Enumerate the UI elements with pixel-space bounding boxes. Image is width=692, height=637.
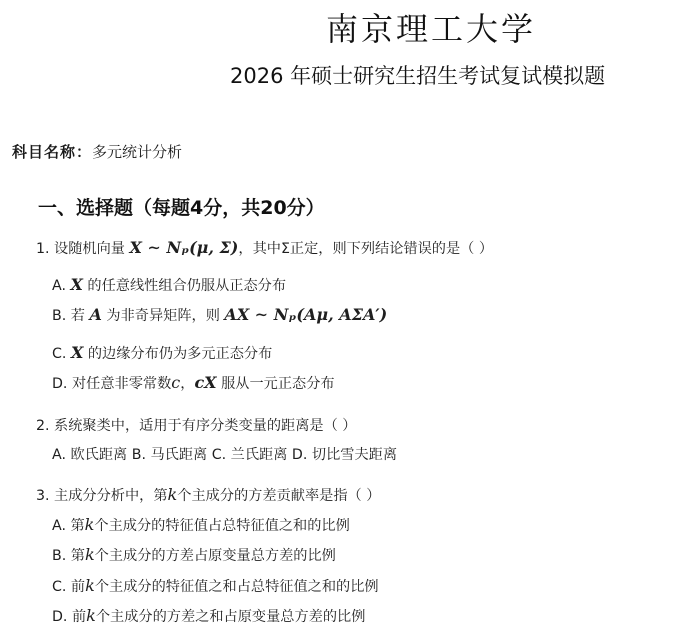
question-1-stem: [36, 238, 493, 258]
question-3-stem: [36, 485, 380, 505]
option-prefix: D. 前: [52, 609, 87, 625]
q3-stem-suffix: 个主成分的方差贡献率是指（ ）: [177, 488, 381, 504]
option-math: k: [84, 545, 95, 564]
subject-line: [12, 141, 182, 162]
q3-stem-math: k: [167, 485, 178, 504]
option-text: 的边缘分布仍为多元正态分布: [83, 346, 273, 362]
option-prefix: A.: [52, 278, 71, 294]
option-math-2: AX ∼ Nₚ(Aμ, AΣA′): [224, 305, 388, 324]
q1-stem-math: X ∼ Nₚ(μ, Σ): [129, 238, 239, 257]
university-title: 南京理工大学: [326, 10, 537, 48]
option-math: A: [89, 305, 102, 324]
section-heading: 一、选择题（每题4分，共20分）: [38, 197, 325, 219]
option-prefix: C.: [52, 346, 71, 362]
option-math: k: [85, 576, 95, 595]
option-prefix: D. 对任意非零常数: [52, 376, 172, 392]
q1-stem-prefix: 1. 设随机向量: [36, 241, 125, 257]
q2-options: A. 欧氏距离 B. 马氏距离 C. 兰氏距离 D. 切比雪夫距离: [52, 447, 398, 463]
subject-label: 科目名称：: [12, 143, 93, 161]
exam-title: 2026 年硕士研究生招生考试复试模拟题: [230, 64, 606, 88]
option-prefix: A. 第: [52, 518, 85, 534]
q3-option-b: [52, 545, 336, 565]
option-text: 个主成分的特征值之和占总特征值之和的比例: [94, 579, 379, 595]
option-math-2: cX: [194, 373, 217, 392]
option-math: X: [70, 343, 84, 362]
q1-stem-suffix: ，其中Σ正定，则下列结论错误的是（ ）: [238, 241, 494, 257]
option-prefix: C. 前: [52, 579, 86, 595]
q1-option-c: [52, 343, 272, 363]
q3-stem-prefix: 3. 主成分分析中，第: [36, 488, 168, 504]
subject-value: 多元统计分析: [92, 143, 183, 161]
option-text: 个主成分的方差之和占原变量总方差的比例: [95, 609, 366, 625]
option-prefix: B. 第: [52, 548, 85, 564]
q1-option-a: [52, 275, 286, 295]
q1-option-d: [52, 373, 335, 393]
option-math: k: [86, 606, 96, 625]
question-2-stem: 2. 系统聚类中，适用于有序分类变量的距离是（ ）: [36, 418, 357, 434]
option-math: X: [70, 275, 83, 294]
option-text: ，: [180, 376, 195, 392]
option-prefix: B. 若: [52, 308, 90, 324]
option-text-2: 服从一元正态分布: [216, 376, 335, 392]
option-text: 个主成分的方差占原变量总方差的比例: [94, 548, 336, 564]
option-math: c: [171, 373, 181, 392]
q3-option-d: [52, 606, 365, 626]
q3-option-c: [52, 576, 379, 596]
q1-option-b: [52, 305, 387, 325]
q3-option-a: [52, 515, 350, 535]
option-math: k: [84, 515, 95, 534]
option-text: 为非奇异矩阵，则: [101, 308, 225, 324]
option-text: 个主成分的特征值占总特征值之和的比例: [94, 518, 350, 534]
option-text: 的任意线性组合仍服从正态分布: [82, 278, 287, 294]
